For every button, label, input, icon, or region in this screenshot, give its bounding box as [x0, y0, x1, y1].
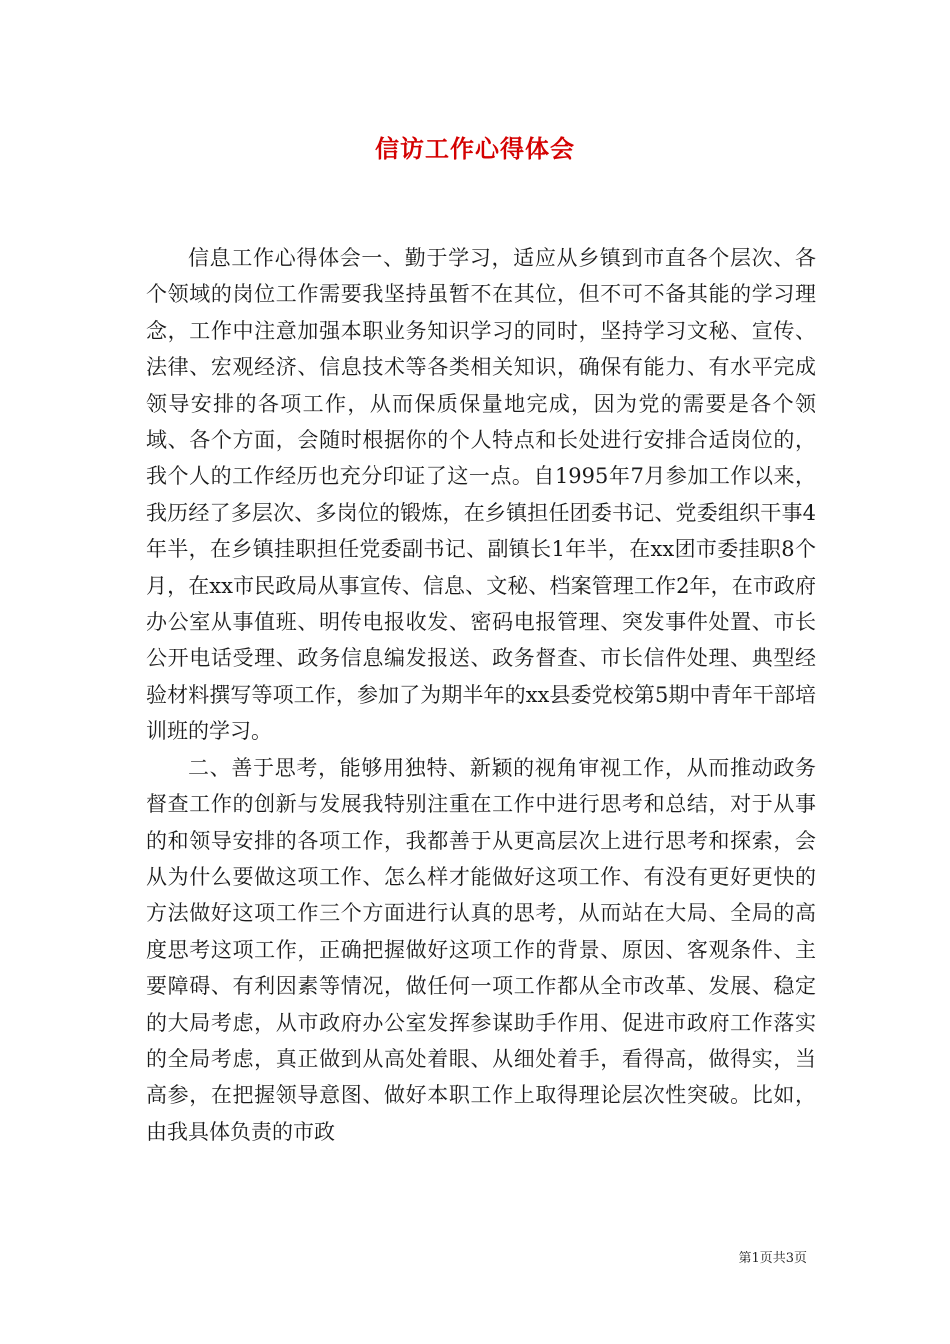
page-number: 第1页共3页 [738, 1251, 807, 1266]
document-title: 信访工作心得体会 [375, 134, 575, 163]
document-body [146, 240, 816, 1150]
paragraph-2: 二、善于思考，能够用独特、新颖的视角审视工作，从而推动政务督查工作的创新与发展我特别注重在工作中进行思考和总结，对于从事的和领导安排的各项工作，我都善于从更高层次上进行思考和探索，会从为什么要做这项工作、怎么样才能做好这项工作、有没有更好更快的方法做好这项工作三个方面进行认真的思考，从而站在大局、全局的高度思考这项工作，正确把握做好这项工作的背景、原因、客观条件、主要障碍、有利因素等情况，做任何一项工作都从全市改革、发展、稳定的大局考虑，从市政府办公室发挥参谋助手作用、促进市政府工作落实的全局考虑，真正做到从高处着眼、从细处着手，看得高，做得实，当高参，在把握领导意图、做好本职工作上取得理论层次性突破。比如，由我具体负责的市政 [146, 755, 816, 1144]
paragraph-1: 信息工作心得体会一、勤于学习，适应从乡镇到市直各个层次、各个领域的岗位工作需要我坚持虽暂不在其位，但不可不备其能的学习理念，工作中注意加强本职业务知识学习的同时，坚持学习文秘、宣传、法律、宏观经济、信息技术等各类相关知识，确保有能力、有水平完成领导安排的各项工作，从而保质保量地完成，因为党的需要是各个领域、各个方面，会随时根据你的个人特点和长处进行安排合适岗位的，我个人的工作经历也充分印证了这一点。自1995年7月参加工作以来，我历经了多层次、多岗位的锻炼，在乡镇担任团委书记、党委组织干事4年半，在乡镇挂职担任党委副书记、副镇长1年半，在xx团市委挂职8个月，在xx市民政局从事宣传、信息、文秘、档案管理工作2年，在市政府办公室从事值班、明传电报收发、密码电报管理、突发事件处置、市长公开电话受理、政务信息编发报送、政务督查、市长信件处理、典型经验材料撰写等项工作，参加了为期半年的xx县委党校第5期中青年干部培训班的学习。 [146, 246, 816, 744]
